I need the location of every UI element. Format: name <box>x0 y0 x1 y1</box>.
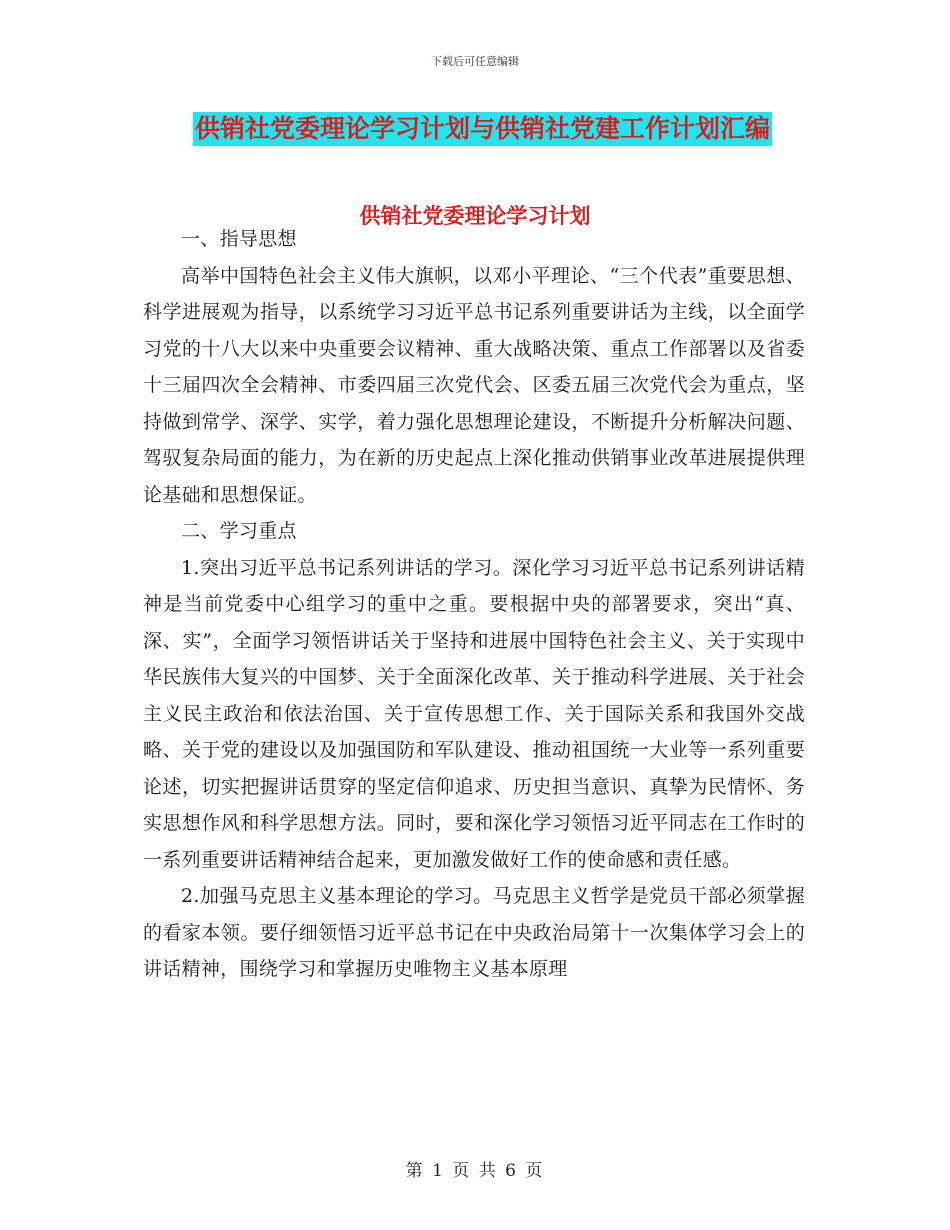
paragraph-study-focus-1: 1.突出习近平总书记系列讲话的学习。深化学习习近平总书记系列讲话精神是当前党委中心组学习的重中之重。要根据中央的部署要求，突出“真、深、实”，全面学习领悟讲话关于坚持和进展中国特色社会主义、关于实现中华民族伟大复兴的中国梦、关于全面深化改革、关于推动科学进展、关于社会主义民主政治和依法治国、关于宣传思想工作、关于国际关系和我国外交战略、关于党的建设以及加强国防和军队建设、推动祖国统一大业等一系列重要论述，切实把握讲话贯穿的坚定信仰追求、历史担当意识、真挚为民情怀、务实思想作风和科学思想方法。同时，要和深化学习领悟习近平同志在工作时的一系列重要讲话精神结合起来，更加激发做好工作的使命感和责任感。 <box>143 556 805 871</box>
section-title: 供销社党委理论学习计划 <box>359 204 591 228</box>
heading-guiding-ideology: 一、指导思想 <box>181 228 297 250</box>
paragraph-guiding-ideology: 高举中国特色社会主义伟大旗帜，以邓小平理论、“三个代表”重要思想、科学进展观为指导，以系统学习习近平总书记系列重要讲话为主线，以全面学习党的十八大以来中央重要会议精神、重大战略决策、重点工作部署以及省委十三届四次全会精神、市委四届三次党代会、区委五届三次党代会为重点，坚持做到常学、深学、实学，着力强化思想理论建设，不断提升分析解决问题、驾驭复杂局面的能力，为在新的历史起点上深化推动供销事业改革进展提供理论基础和思想保证。 <box>143 264 805 506</box>
document-body <box>143 221 805 988</box>
heading-study-focus: 二、学习重点 <box>181 520 297 542</box>
page-header-note: 下载后可任意编辑 <box>431 55 519 68</box>
document-main-title: 供销社党委理论学习计划与供销社党建工作计划汇编 <box>193 112 772 146</box>
paragraph-study-focus-2: 2.加强马克思主义基本理论的学习。马克思主义哲学是党员干部必须掌握的看家本领。要仔细领悟习近平总书记在中央政治局第十一次集体学习会上的讲话精神，围绕学习和掌握历史唯物主义基本原理 <box>143 885 805 980</box>
page-number: 第 1 页 共 6 页 <box>405 1161 545 1181</box>
